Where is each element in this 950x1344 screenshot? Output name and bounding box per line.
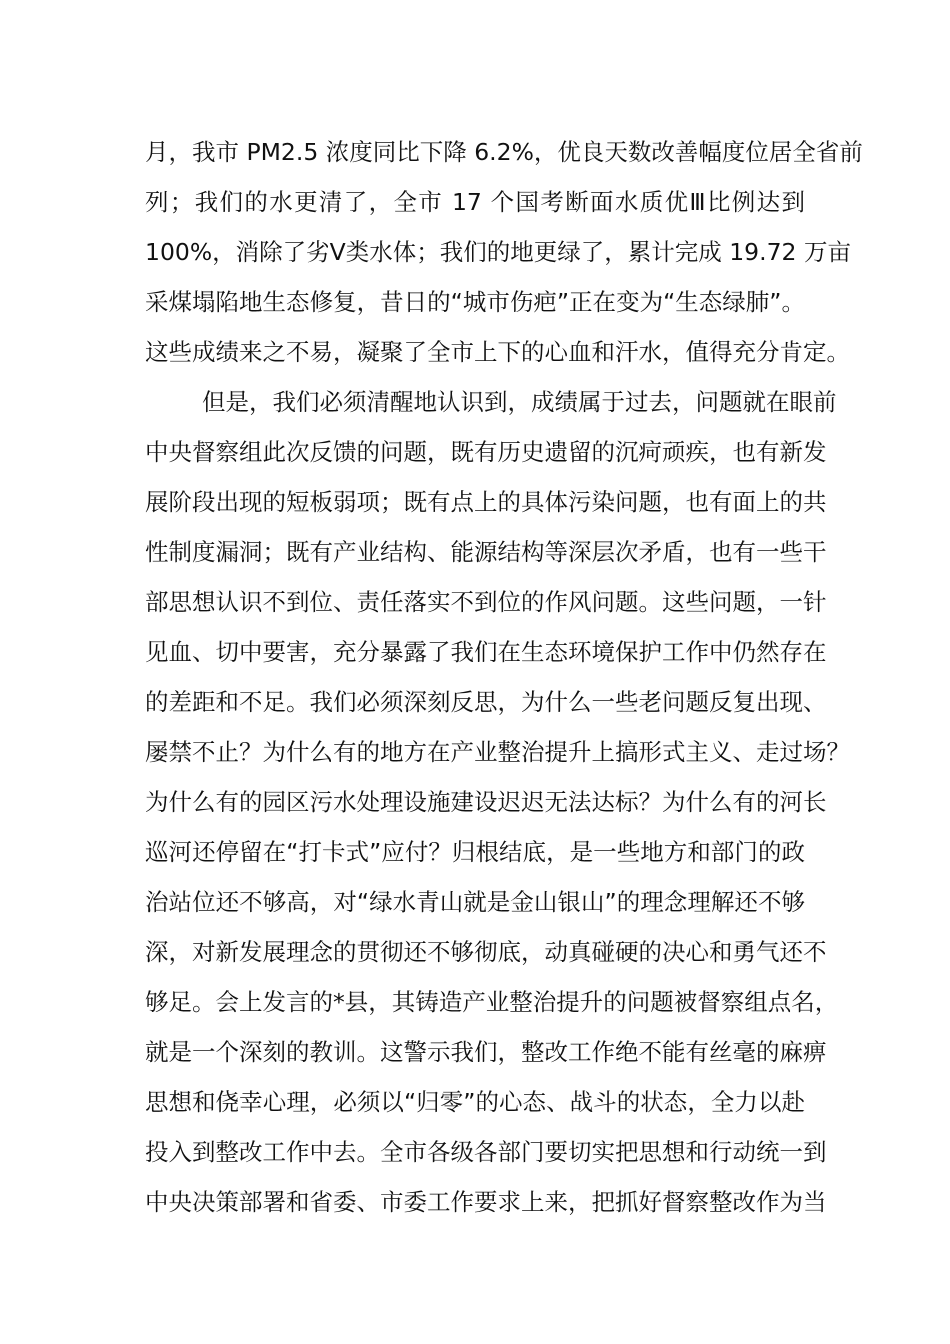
text-line: 100%，消除了劣Ⅴ类水体；我们的地更绿了，累计完成 19.72 万亩: [145, 238, 851, 266]
text-line: 列；我们的水更清了，全市 17 个国考断面水质优Ⅲ比例达到: [145, 188, 805, 216]
text-line: 采煤塌陷地生态修复，昔日的“城市伤疤”正在变为“生态绿肺”。: [145, 288, 805, 316]
text-line: 屡禁不止？为什么有的地方在产业整治提升上搞形式主义、走过场？: [145, 738, 850, 766]
text-line: 展阶段出现的短板弱项；既有点上的具体污染问题，也有面上的共: [145, 488, 827, 516]
text-line: 深，对新发展理念的贯彻还不够彻底，动真碰硬的决心和勇气还不: [145, 938, 827, 966]
text-line: 性制度漏洞；既有产业结构、能源结构等深层次矛盾，也有一些干: [145, 538, 827, 566]
text-line: 中央决策部署和省委、市委工作要求上来，把抓好督察整改作为当: [145, 1188, 827, 1216]
text-line: 这些成绩来之不易，凝聚了全市上下的心血和汗水，值得充分肯定。: [145, 338, 850, 366]
text-line: 中央督察组此次反馈的问题，既有历史遗留的沉疴顽疾，也有新发: [145, 438, 827, 466]
text-line: 投入到整改工作中去。全市各级各部门要切实把思想和行动统一到: [145, 1138, 827, 1166]
text-line: 为什么有的园区污水处理设施建设迟迟无法达标？为什么有的河长: [145, 788, 827, 816]
text-line: 见血、切中要害，充分暴露了我们在生态环境保护工作中仍然存在: [145, 638, 827, 666]
text-line: 月，我市 PM2.5 浓度同比下降 6.2%，优良天数改善幅度位居全省前: [145, 138, 863, 166]
text-line: 思想和侥幸心理，必须以“归零”的心态、战斗的状态，全力以赴: [145, 1088, 805, 1116]
text-line: 治站位还不够高，对“绿水青山就是金山银山”的理念理解还不够: [145, 888, 805, 916]
text-line: 巡河还停留在“打卡式”应付？归根结底，是一些地方和部门的政: [145, 838, 805, 866]
text-line: 就是一个深刻的教训。这警示我们，整改工作绝不能有丝毫的麻痹: [145, 1038, 827, 1066]
text-line: 部思想认识不到位、责任落实不到位的作风问题。这些问题，一针: [145, 588, 827, 616]
text-line: 的差距和不足。我们必须深刻反思，为什么一些老问题反复出现、: [145, 688, 827, 716]
document-body: [145, 127, 863, 1227]
text-line: 但是，我们必须清醒地认识到，成绩属于过去，问题就在眼前: [202, 388, 837, 416]
text-line: 够足。会上发言的*县，其铸造产业整治提升的问题被督察组点名，: [145, 988, 839, 1016]
